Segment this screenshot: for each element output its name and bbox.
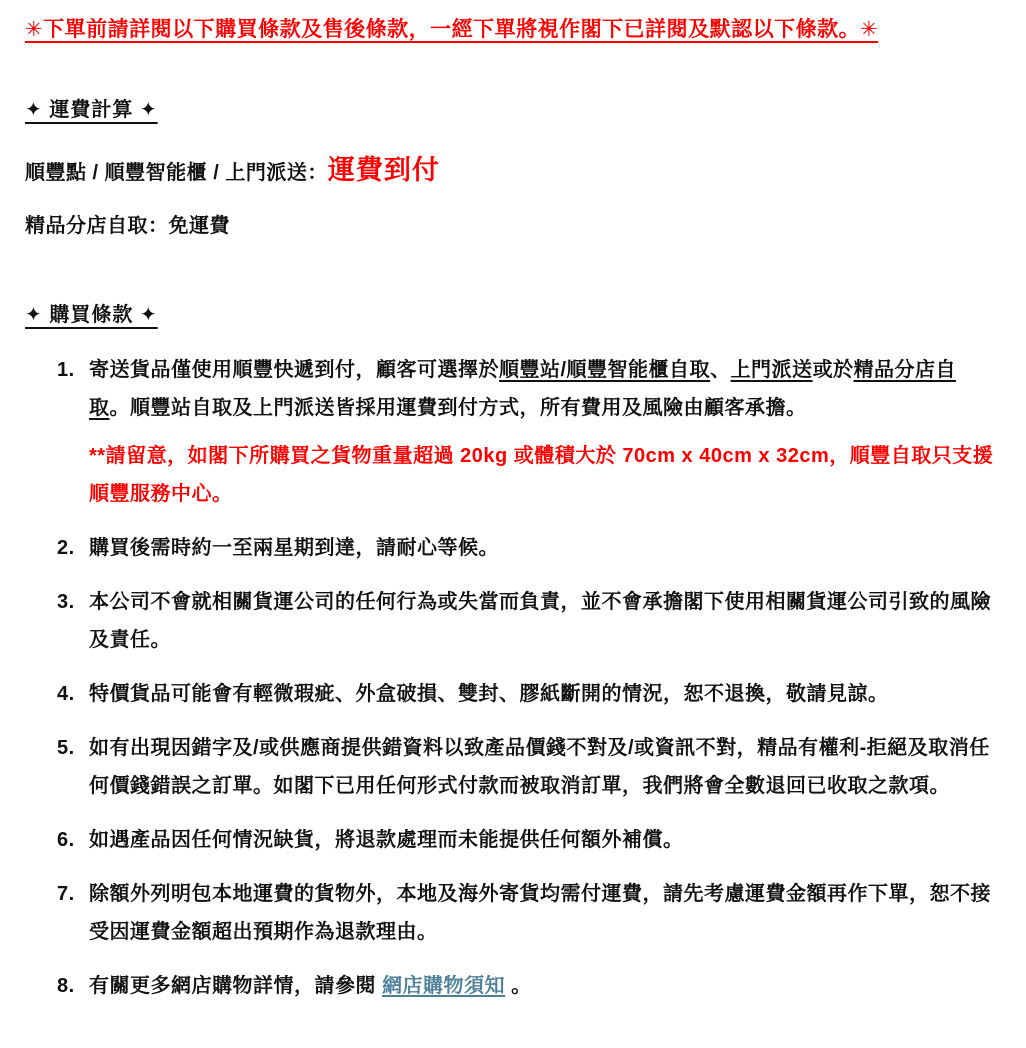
term-1-underline-store-pickup: 精品分店自取 bbox=[89, 359, 957, 419]
term-1-underline-sf-pickup: 順豐站/順豐智能櫃自取 bbox=[499, 359, 711, 381]
sf-delivery-label: 順豐點 / 順豐智能櫃 / 上門派送： bbox=[25, 162, 328, 184]
term-2-text: 購買後需時約一至兩星期到達，請耐心等候。 bbox=[89, 537, 499, 559]
online-shopping-notice-link[interactable]: 網店購物須知 bbox=[382, 975, 506, 997]
term-4-text: 特價貨品可能會有輕微瑕疵、外盒破損、雙封、膠紙斷開的情況，恕不退換，敬請見諒。 bbox=[89, 683, 889, 705]
purchase-terms-list bbox=[25, 351, 998, 1005]
term-item-3 bbox=[89, 583, 997, 659]
purchase-terms-heading: ✦ 購買條款 ✦ bbox=[25, 304, 158, 326]
term-1-separator: 、 bbox=[710, 359, 731, 381]
term-item-2 bbox=[89, 529, 997, 567]
term-5-text: 如有出現因錯字及/或供應商提供錯資料以致產品價錢不對及/或資訊不對，精品有權利-拒絕及取消任何價錢錯誤之訂單。如閣下已用任何形式付款而被取消訂單，我們將會全數退回已收取之款項。 bbox=[89, 737, 990, 797]
shipping-section-heading: ✦ 運費計算 ✦ bbox=[25, 99, 158, 121]
term-1-text-end: 。順豐站自取及上門派送皆採用運費到付方式，所有費用及風險由顧客承擔。 bbox=[109, 397, 807, 419]
term-1-text: 寄送貨品僅使用順豐快遞到付，顧客可選擇於 bbox=[89, 359, 499, 381]
term-item-7 bbox=[89, 875, 997, 951]
term-item-8 bbox=[89, 967, 997, 1005]
pre-order-notice: ✳下單前請詳閱以下購買條款及售後條款，一經下單將視作閣下已詳閱及默認以下條款。✳ bbox=[25, 18, 879, 41]
term-8-text-end: 。 bbox=[505, 975, 532, 997]
freight-collect-value: 運費到付 bbox=[327, 155, 440, 185]
term-item-1 bbox=[89, 351, 997, 513]
term-item-4 bbox=[89, 675, 997, 713]
term-item-6 bbox=[89, 821, 997, 859]
term-8-text: 有關更多網店購物詳情，請參閱 bbox=[89, 975, 383, 997]
term-item-5 bbox=[89, 729, 997, 805]
purchase-terms-section bbox=[25, 238, 998, 1005]
shipping-section bbox=[25, 43, 998, 238]
term-7-text: 除額外列明包本地運費的貨物外，本地及海外寄貨均需付運費，請先考慮運費金額再作下單，恕不接受因運費金額超出預期作為退款理由。 bbox=[89, 883, 991, 943]
sf-delivery-line bbox=[25, 148, 998, 187]
term-6-text: 如遇產品因任何情況缺貨，將退款處理而未能提供任何額外補償。 bbox=[89, 829, 684, 851]
term-1-weight-warning: **請留意，如閣下所購買之貨物重量超過 20kg 或體積大於 70cm x 40cm x 32cm，順豐自取只支援順豐服務中心。 bbox=[89, 445, 994, 505]
term-1-underline-door-delivery: 上門派送 bbox=[730, 359, 813, 381]
term-3-text: 本公司不會就相關貨運公司的任何行為或失當而負責，並不會承擔閣下使用相關貨運公司引致的風險及責任。 bbox=[89, 591, 991, 651]
term-1-connector: 或於 bbox=[812, 359, 854, 381]
store-pickup-line: 精品分店自取：免運費 bbox=[25, 215, 230, 237]
